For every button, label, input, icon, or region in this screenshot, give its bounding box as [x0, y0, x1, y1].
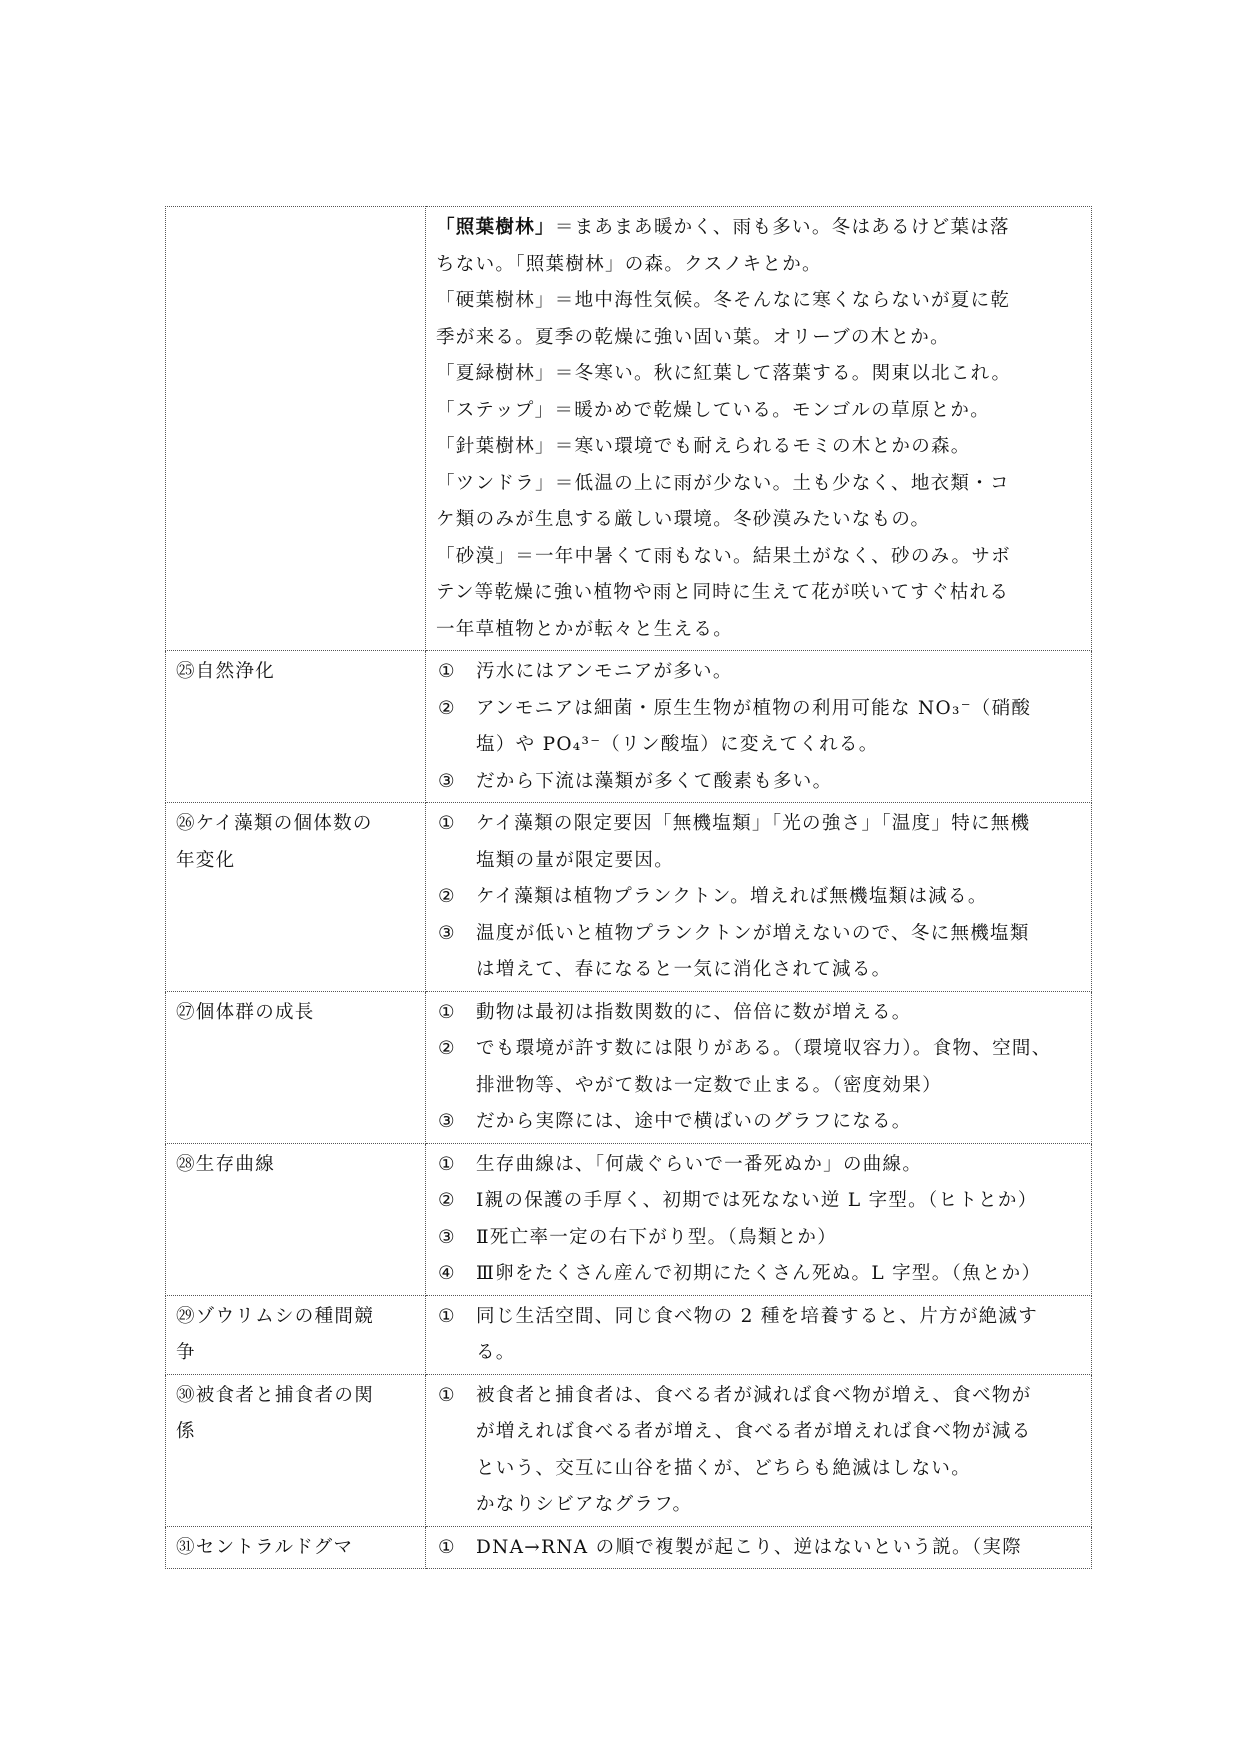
- topic-cell-empty: [166, 207, 426, 651]
- list-item: [436, 1220, 1081, 1257]
- table-row: [166, 651, 1092, 803]
- topic-line: ㉙ゾウリムシの種間競: [176, 1305, 375, 1327]
- list-item: [436, 1378, 1081, 1524]
- topic-cell: [166, 991, 426, 1143]
- biome-line: ちない。「照葉樹林」の森。クスノキとか。: [436, 253, 822, 275]
- topic-cell: [166, 651, 426, 803]
- topic-cell: [166, 1143, 426, 1295]
- item-number: ①: [438, 1305, 456, 1327]
- topic-line: ㉗個体群の成長: [176, 1001, 315, 1023]
- content-cell: [426, 651, 1092, 803]
- list-item: [436, 995, 1081, 1032]
- list-item: [436, 1147, 1081, 1184]
- item-number: ①: [438, 813, 456, 834]
- table-row: [166, 803, 1092, 992]
- topic-line: 係: [176, 1421, 196, 1442]
- item-line: 塩類の量が限定要因。: [476, 849, 675, 871]
- notes-table: [165, 206, 1092, 1569]
- item-number: ①: [438, 1001, 456, 1023]
- list-item: [436, 1530, 1081, 1567]
- biome-line: 一年草植物とかが転々と生える。: [436, 618, 734, 640]
- topic-line: 争: [176, 1342, 196, 1363]
- item-line: かなりシビアなグラフ。: [476, 1494, 693, 1515]
- biome-bold-term: 「照葉樹林」: [436, 217, 555, 238]
- item-number: ②: [438, 1038, 456, 1059]
- table-row: [166, 1526, 1092, 1569]
- content-cell: [426, 1374, 1092, 1526]
- list-item: [436, 1256, 1081, 1293]
- item-line: 被食者と捕食者は、食べる者が減れば食べ物が増え、食べ物が: [476, 1384, 1032, 1406]
- topic-cell: [166, 803, 426, 992]
- list-item: [436, 879, 1081, 916]
- biome-line: 「硬葉樹林」＝地中海性気候。冬そんなに寒くならないが夏に乾: [436, 290, 1011, 311]
- item-number: ②: [438, 886, 456, 907]
- biome-line: 「ステップ」＝暖かめで乾燥している。モンゴルの草原とか。: [436, 399, 991, 421]
- list-item: [436, 764, 1081, 801]
- topic-line: ㉚被食者と捕食者の関: [176, 1384, 375, 1406]
- biome-line-first: [436, 210, 1081, 247]
- item-number: ②: [438, 1190, 456, 1211]
- content-cell: [426, 991, 1092, 1143]
- item-number: ①: [438, 661, 456, 682]
- item-number: ①: [438, 1153, 456, 1175]
- content-cell: [426, 803, 1092, 992]
- list-item: [436, 1299, 1081, 1372]
- item-line: ケイ藻類は植物プランクトン。増えれば無機塩類は減る。: [476, 886, 988, 907]
- content-cell: [426, 1143, 1092, 1295]
- item-line: 汚水にはアンモニアが多い。: [476, 661, 733, 682]
- topic-cell: [166, 1295, 426, 1374]
- item-line: る。: [476, 1342, 516, 1363]
- table-row: [166, 1295, 1092, 1374]
- content-cell-biomes: [426, 207, 1092, 651]
- biome-line: ケ類のみが生息する厳しい環境。冬砂漠みたいなもの。: [436, 509, 931, 530]
- item-line: 生存曲線は、「何歳ぐらいで一番死ぬか」の曲線。: [476, 1153, 923, 1175]
- item-number: ④: [438, 1263, 456, 1284]
- biome-line: 「ツンドラ」＝低温の上に雨が少ない。土も少なく、地衣類・コ: [436, 472, 1010, 494]
- topic-cell: [166, 1526, 426, 1569]
- item-line: DNA→RNA の順で複製が起こり、逆はないという説。（実際: [476, 1536, 1022, 1558]
- table-row: [166, 991, 1092, 1143]
- item-line: 温度が低いと植物プランクトンが増えないので、冬に無機塩類: [476, 922, 1030, 944]
- item-line: Ⅰ親の保護の手厚く、初期では死なない逆 L 字型。（ヒトとか）: [476, 1190, 1038, 1211]
- item-line: が増えれば食べる者が増え、食べる者が増えれば食べ物が減る: [476, 1421, 1032, 1442]
- item-line: アンモニアは細菌・原生生物が植物の利用可能な NO₃⁻（硝酸: [476, 697, 1032, 719]
- biome-lines: [436, 247, 1081, 649]
- item-line: だから実際には、途中で横ばいのグラフになる。: [476, 1111, 912, 1132]
- item-line: は増えて、春になると一気に消化されて減る。: [476, 959, 892, 980]
- topic-cell: [166, 1374, 426, 1526]
- biome-line: テン等乾燥に強い植物や雨と同時に生えて花が咲いてすぐ枯れる: [436, 582, 1010, 603]
- topic-line: 年変化: [176, 849, 236, 871]
- item-number: ③: [438, 770, 456, 792]
- biome-line: 「夏緑樹林」＝冬寒い。秋に紅葉して落葉する。関東以北これ。: [436, 363, 1012, 384]
- item-line: という、交互に山谷を描くが、どちらも絶滅はしない。: [476, 1457, 972, 1479]
- item-number: ①: [438, 1384, 456, 1406]
- notes-table-body: [166, 207, 1092, 1569]
- biome-line-first-rest: ＝まあまあ暖かく、雨も多い。冬はあるけど葉は落: [554, 217, 1010, 238]
- list-item: [436, 806, 1081, 879]
- biome-line: 季が来る。夏季の乾燥に強い固い葉。オリーブの木とか。: [436, 326, 950, 348]
- content-cell: [426, 1295, 1092, 1374]
- item-line: ケイ藻類の限定要因「無機塩類」「光の強さ」「温度」特に無機: [476, 813, 1031, 834]
- topic-line: ㉛セントラルドグマ: [176, 1536, 354, 1558]
- list-item: [436, 916, 1081, 989]
- list-item: [436, 1031, 1081, 1104]
- topic-line: ㉖ケイ藻類の個体数の: [176, 813, 373, 834]
- list-item: [436, 654, 1081, 691]
- table-row-biomes: [166, 207, 1092, 651]
- topic-line: ㉘生存曲線: [176, 1153, 276, 1175]
- biome-line: 「砂漠」＝一年中暑くて雨もない。結果土がなく、砂のみ。サボ: [436, 545, 1011, 567]
- item-line: 塩）や PO₄³⁻（リン酸塩）に変えてくれる。: [476, 734, 879, 755]
- item-number: ③: [438, 922, 456, 944]
- list-item: [436, 1104, 1081, 1141]
- list-item: [436, 1183, 1081, 1220]
- content-cell: [426, 1526, 1092, 1569]
- item-line: でも環境が許す数には限りがある。（環境収容力）。食物、空間、: [476, 1038, 1052, 1059]
- table-row: [166, 1143, 1092, 1295]
- item-number: ①: [438, 1536, 456, 1558]
- topic-line: ㉕自然浄化: [176, 661, 276, 682]
- item-line: Ⅲ卵をたくさん産んで初期にたくさん死ぬ。L 字型。（魚とか）: [476, 1263, 1042, 1284]
- item-line: 動物は最初は指数関数的に、倍倍に数が増える。: [476, 1001, 912, 1023]
- item-line: Ⅱ死亡率一定の右下がり型。（鳥類とか）: [476, 1226, 838, 1248]
- list-item: [436, 691, 1081, 764]
- item-line: だから下流は藻類が多くて酸素も多い。: [476, 770, 833, 792]
- biome-line: 「針葉樹林」＝寒い環境でも耐えられるモミの木とかの森。: [436, 436, 971, 457]
- item-number: ②: [438, 697, 456, 719]
- item-line: 排泄物等、やがて数は一定数で止まる。（密度効果）: [476, 1074, 942, 1096]
- item-number: ③: [438, 1111, 456, 1132]
- table-row: [166, 1374, 1092, 1526]
- item-number: ③: [438, 1226, 456, 1248]
- item-line: 同じ生活空間、同じ食べ物の 2 種を培養すると、片方が絶滅す: [476, 1305, 1039, 1327]
